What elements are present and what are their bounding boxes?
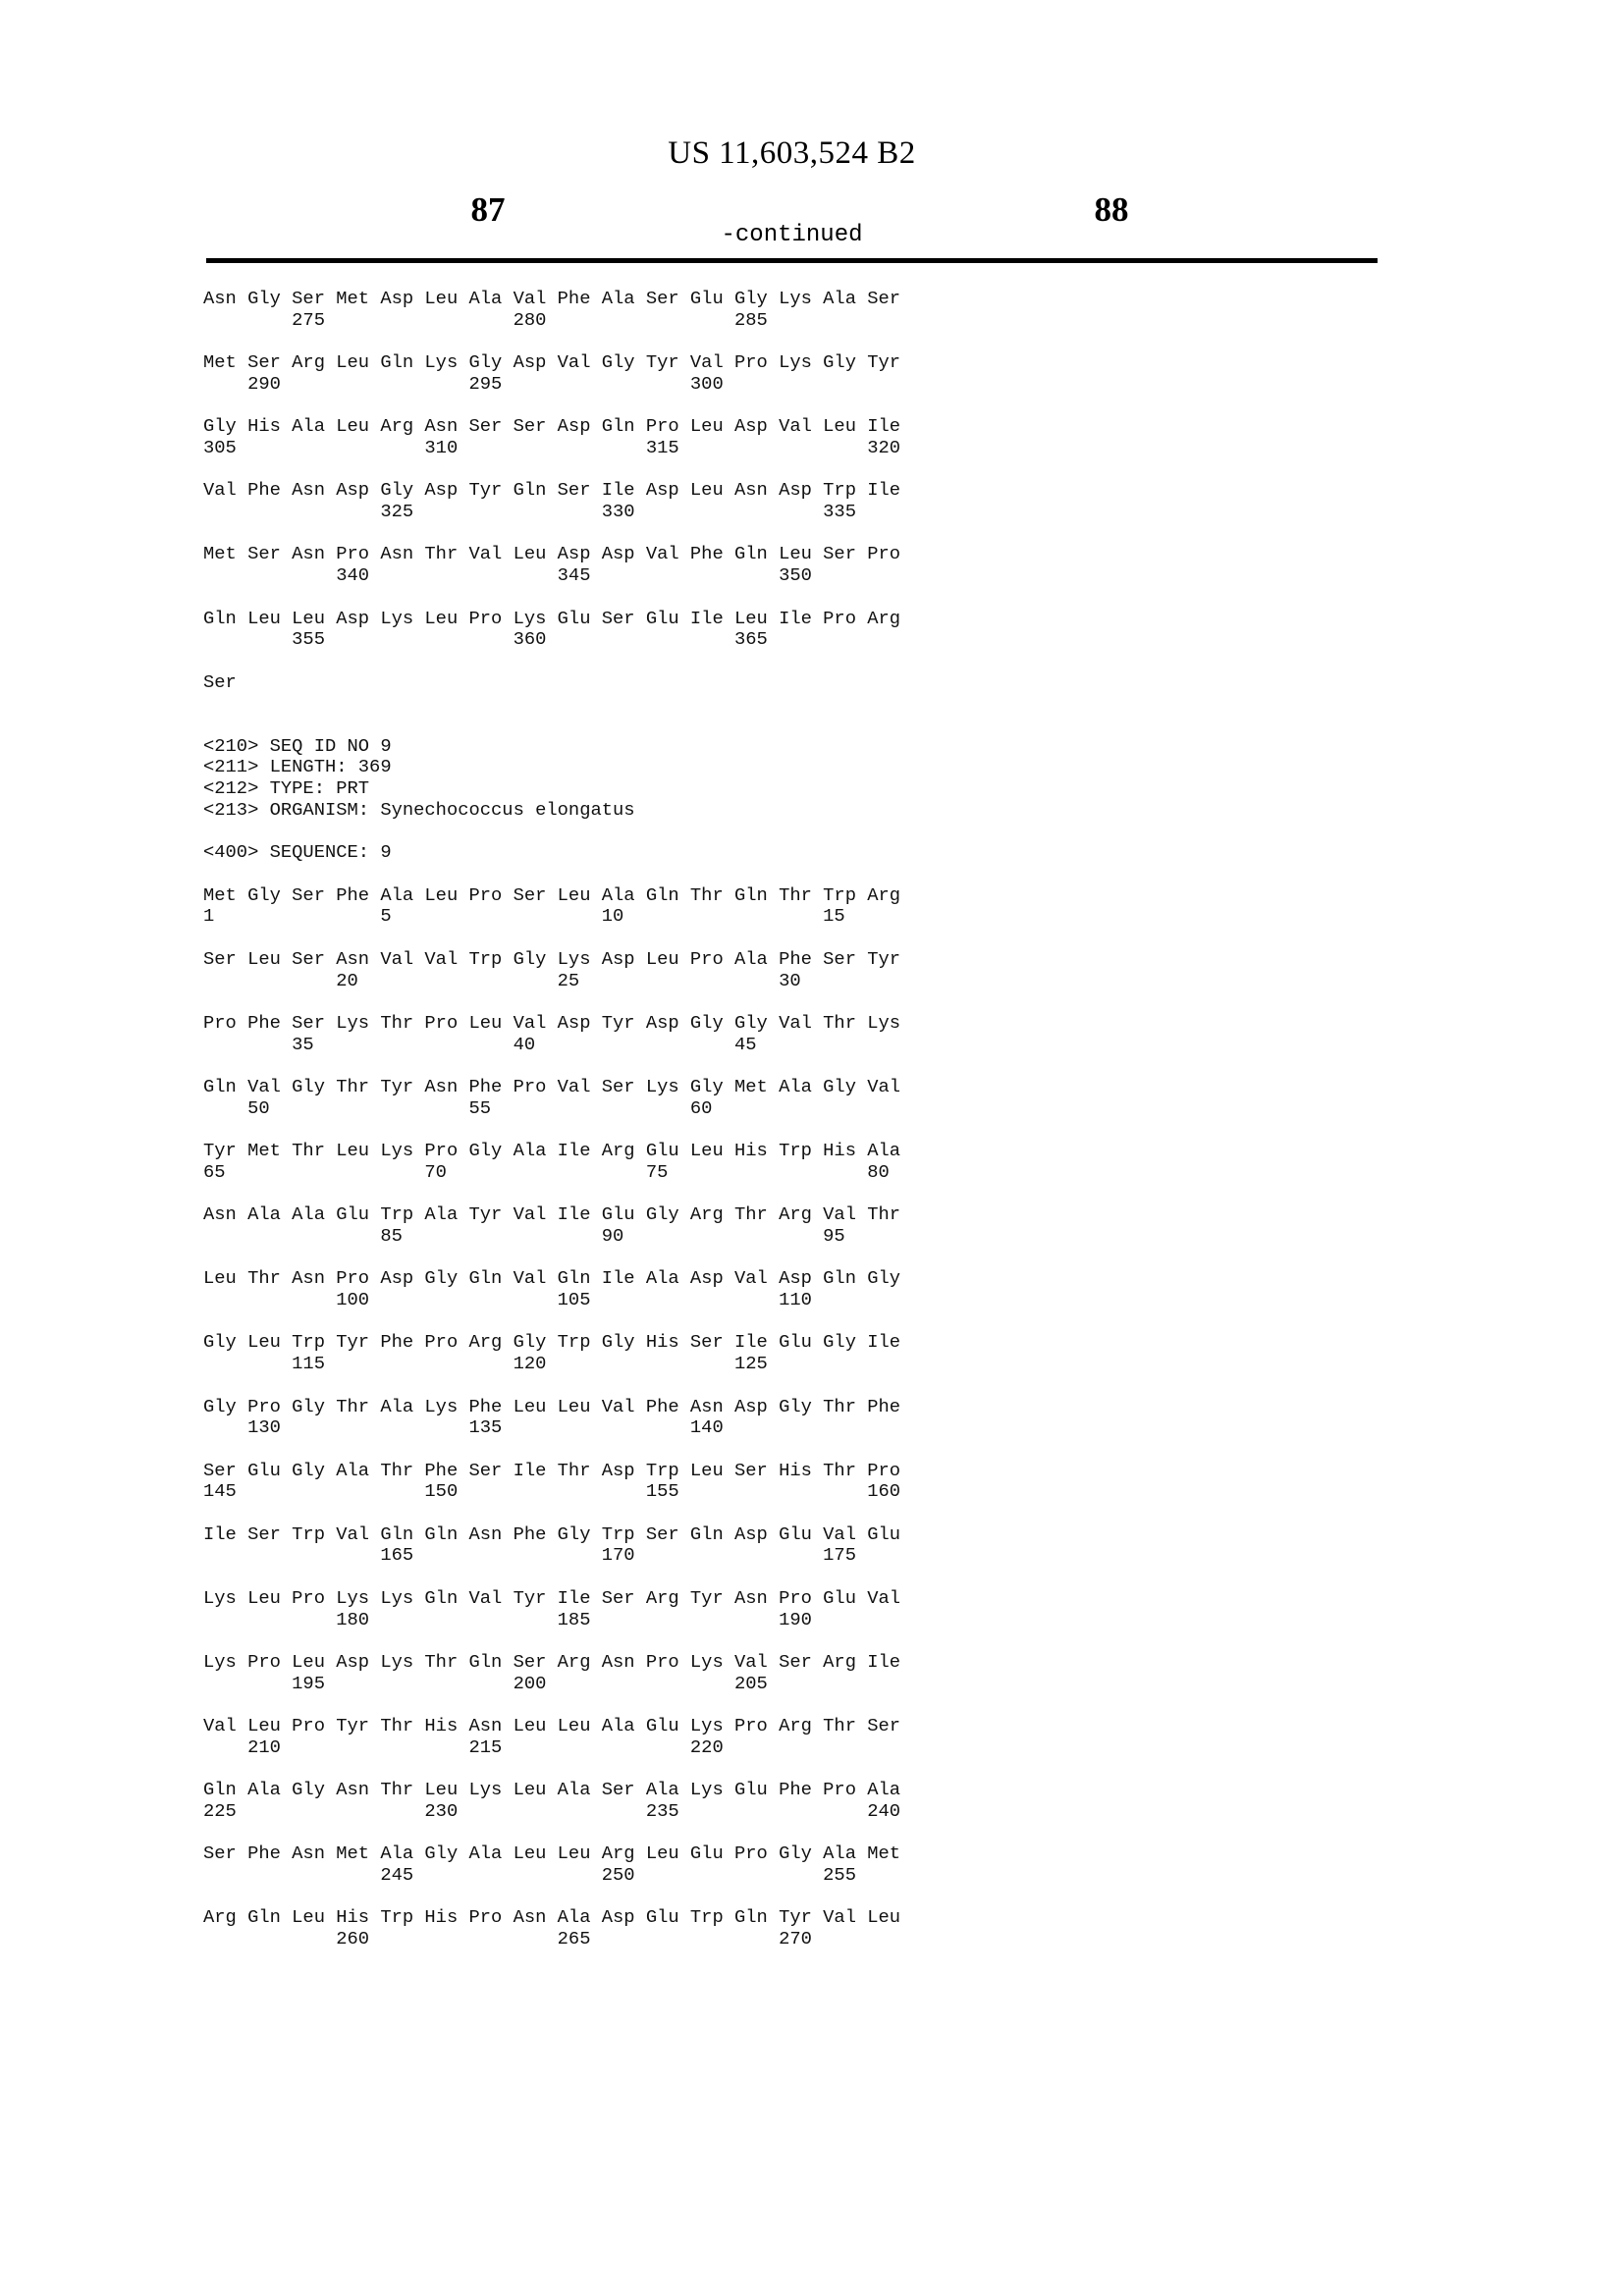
page-number-right: 88 [1094, 190, 1129, 229]
page-number-left: 87 [470, 190, 506, 229]
header-divider-rule [206, 258, 1378, 263]
patent-number: US 11,603,524 B2 [668, 135, 916, 171]
continued-label: -continued [721, 222, 863, 248]
sequence-listing-text: Asn Gly Ser Met Asp Leu Ala Val Phe Ala Ser Glu Gly Lys Ala Ser 275 280 285 Met Ser Arg Leu Gln Lys Gly Asp Val Gly Tyr Val Pro Lys Gly Tyr 290 295 300 Gly His Ala Leu Arg Asn Ser Ser Asp Gln Pro Leu Asp Val Leu Ile 305 310 315 320 Val Phe Asn Asp Gly Asp Tyr Gln Ser Ile Asp Leu Asn Asp Trp Ile 325 330 335 Met Ser Asn Pro Asn Thr Val Leu Asp Asp Val Phe Gln Leu Ser Pro 340 345 350 Gln Leu Leu Asp Lys Leu Pro Lys Glu Ser Glu Ile Leu Ile Pro Arg 355 360 365 Ser <210> SEQ ID NO 9 <211> LENGTH: 369 <212> TYPE: PRT <213> ORGANISM: Synechococcus elongatus <400> SEQUENCE: 9 Met Gly Ser Phe Ala Leu Pro Ser Leu Ala Gln Thr Gln Thr Trp Arg 1 5 10 15 Ser Leu Ser Asn Val Val Trp Gly Lys Asp Leu Pro Ala Phe Ser Tyr 20 25 30 Pro Phe Ser Lys Thr Pro Leu Val Asp Tyr Asp Gly Gly Val Thr Lys 35 40 45 Gln Val Gly Thr Tyr Asn Phe Pro Val Ser Lys Gly Met Ala Gly Val 50 55 60 Tyr Met Thr Leu Lys Pro Gly Ala Ile Arg Glu Leu His Trp His Ala 65 70 75 80 Asn Ala Ala Glu Trp Ala Tyr Val Ile Glu Gly Arg Thr Arg Val Thr 85 90 95 Leu Thr Asn Pro Asp Gly Gln Val Gln Ile Ala Asp Val Asp Gln Gly 100 105 110 Gly Leu Trp Tyr Phe Pro Arg Gly Trp Gly His Ser Ile Glu Gly Ile 115 120 125 Gly Pro Gly Thr Ala Lys Phe Leu Leu Val Phe Asn Asp Gly Thr Phe 130 135 140 Ser Glu Gly Ala Thr Phe Ser Ile Thr Asp Trp Leu Ser His Thr Pro 145 150 155 160 Ile Ser Trp Val Gln Gln Asn Phe Gly Trp Ser Gln Asp Glu Val Glu 165 170 175 Lys Leu Pro Lys Lys Gln Val Tyr Ile Ser Arg Tyr Asn Pro Glu Val 180 185 190 Lys Pro Leu Asp Lys Thr Gln Ser Arg Asn Pro Lys Val Ser Arg Ile 195 200 205 Val Leu Pro Tyr Thr His Asn Leu Leu Ala Glu Lys Pro Arg Thr Ser 210 215 220 Gln Ala Gly Asn Thr Leu Lys Leu Ala Ser Ala Lys Glu Phe Pro Ala 225 230 235 240 Ser Phe Asn Met Ala Gly Ala Leu Leu Arg Leu Glu Pro Gly Ala Met 245 250 255 Arg Gln Leu His Trp His Pro Asn Ala Asp Glu Trp Gln Tyr Val Leu 260 265 270 [203, 288, 901, 1950]
